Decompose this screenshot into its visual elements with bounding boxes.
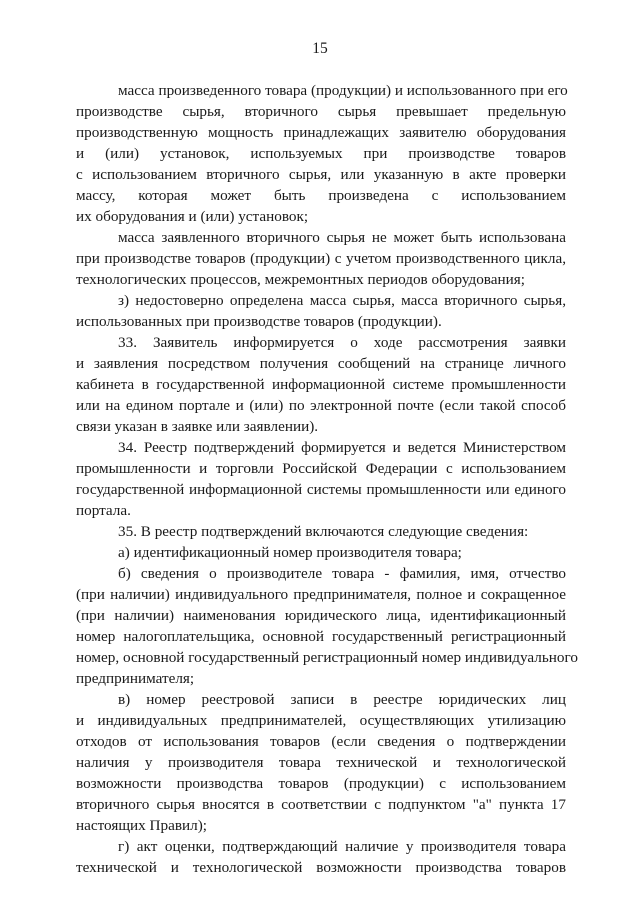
text-line: наличия у производителя товара технической и технологической (76, 754, 566, 771)
text-line: и (или) установок, используемых при производстве товаров (76, 145, 566, 162)
text-line: массу, которая может быть произведена с использованием (76, 187, 566, 204)
text-line: з) недостоверно определена масса сырья, масса вторичного сырья, (118, 292, 566, 309)
text-line: или на едином портале и (или) по электронной почте (если такой способ (76, 397, 566, 414)
text-line: и заявления посредством получения сообщений на странице личного (76, 355, 566, 372)
text-line: технологических процессов, межремонтных периодов оборудования; (76, 271, 525, 288)
text-line: государственной информационной системы промышленности или единого (76, 481, 566, 498)
text-line: масса заявленного вторичного сырья не может быть использована (118, 229, 566, 246)
text-line: г) акт оценки, подтверждающий наличие у производителя товара (118, 838, 566, 855)
text-line: 34. Реестр подтверждений формируется и ведется Министерством (118, 439, 566, 456)
text-line: а) идентификационный номер производителя товара; (118, 544, 462, 561)
text-line: возможности производства товаров (продукции) с использованием (76, 775, 566, 792)
text-line: вторичного сырья вносятся в соответствии с подпунктом "а" пункта 17 (76, 796, 566, 813)
text-line: (при наличии) наименования юридического лица, идентификационный (76, 607, 566, 624)
text-line: с использованием вторичного сырья, или указанную в акте проверки (76, 166, 566, 183)
text-line: производственную мощность принадлежащих заявителю оборудования (76, 124, 566, 141)
text-line: номер, основной государственный регистрационный номер индивидуального (76, 649, 578, 666)
text-line: (при наличии) индивидуального предпринимателя, полное и сокращенное (76, 586, 566, 603)
text-line: использованных при производстве товаров (продукции). (76, 313, 442, 330)
text-line: масса произведенного товара (продукции) и использованного при его (118, 82, 568, 99)
text-line: и индивидуальных предпринимателей, осуществляющих утилизацию (76, 712, 566, 729)
text-line: производстве сырья, вторичного сырья превышает предельную (76, 103, 566, 120)
text-line: предпринимателя; (76, 670, 195, 687)
text-line: 33. Заявитель информируется о ходе рассмотрения заявки (118, 334, 566, 351)
text-line: их оборудования и (или) установок; (76, 208, 309, 225)
text-line: промышленности и торговли Российской Федерации с использованием (76, 460, 566, 477)
text-line: отходов от использования товаров (если сведения о подтверждении (76, 733, 566, 750)
text-line: 35. В реестр подтверждений включаются следующие сведения: (118, 523, 529, 540)
text-line: портала. (76, 502, 131, 519)
page-number: 15 (312, 40, 328, 57)
text-line: настоящих Правил); (76, 817, 208, 834)
text-line: технической и технологической возможности производства товаров (76, 859, 566, 876)
text-line: при производстве товаров (продукции) с учетом производственного цикла, (76, 250, 566, 267)
text-line: в) номер реестровой записи в реестре юридических лиц (118, 691, 566, 708)
document-body (76, 80, 578, 878)
text-line: связи указан в заявке или заявлении). (76, 418, 319, 435)
text-line: кабинета в государственной информационной системе промышленности (76, 376, 566, 393)
text-line: номер налогоплательщика, основной государственный регистрационный (76, 628, 566, 645)
text-line: б) сведения о производителе товара - фамилия, имя, отчество (118, 565, 566, 582)
